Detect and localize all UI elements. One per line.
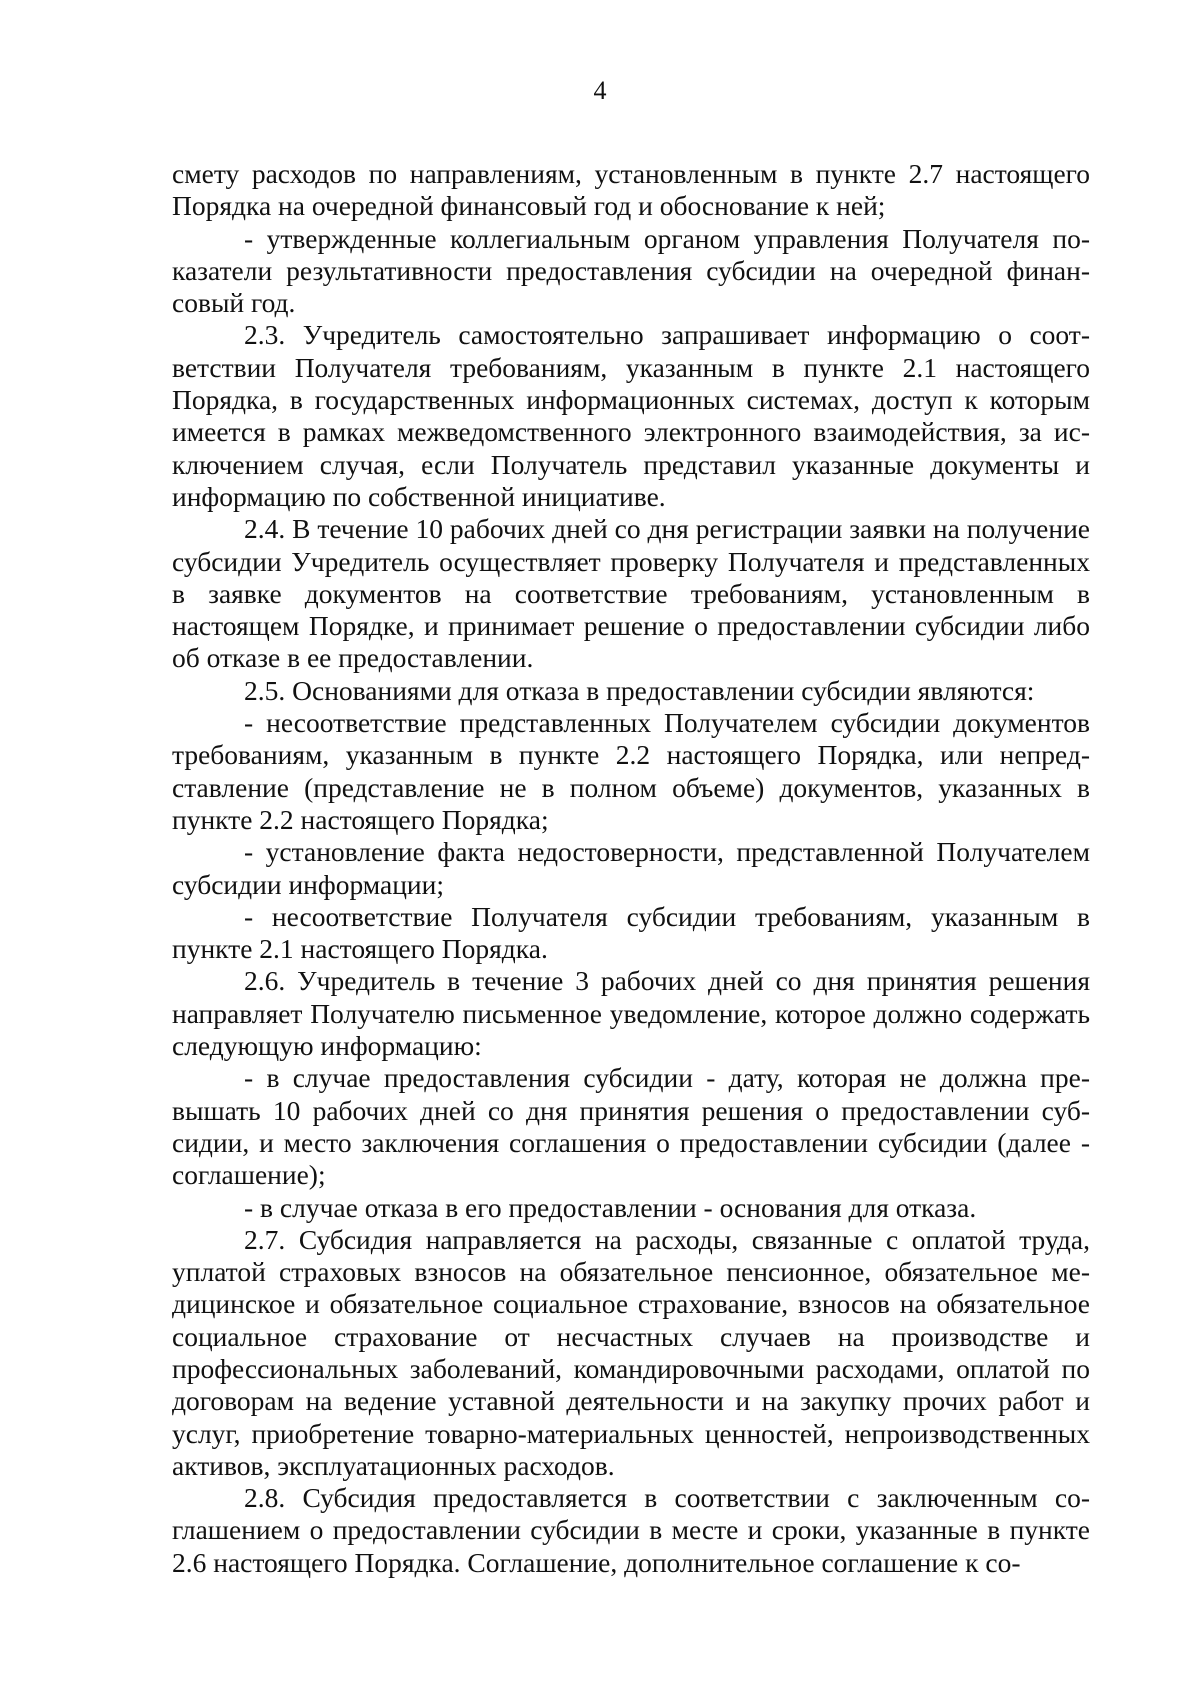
paragraph-list-item: - в случае отказа в его предоставлении - основания для отказа.: [244, 1191, 977, 1223]
paragraph-list-item: - несоответствие представленных Получателем субсидии документов требованиям, указанным в пункте 2.2 настоящего Порядка, или непредставление (представление не в полном объеме) документов, указанных в пункте 2.2 настоящего Порядка;: [172, 707, 1090, 835]
document-body: [172, 158, 1090, 1579]
paragraph-clause-2-6: 2.6. Учредитель в течение 3 рабочих дней со дня принятия решения направляет Получателю письменное уведомление, которое должно содержать следующую информацию:: [172, 965, 1090, 1062]
paragraph-list-item: - в случае предоставления субсидии - дату, которая не должна превышать 10 рабочих дней со дня принятия решения о предоставлении субсидии, и место заключения соглашения о предоставлении субсидии (далее - соглашение);: [172, 1062, 1090, 1191]
paragraph-list-item: - утвержденные коллегиальным органом управления Получателя показатели результативности предоставления субсидии на очередной финансовый год.: [172, 222, 1090, 319]
paragraph-clause-2-4: 2.4. В течение 10 рабочих дней со дня регистрации заявки на получение субсидии Учредитель осуществляет проверку Получателя и представленных в заявке документов на соответствие требованиям, установленным в настоящем Порядке, и принимает решение о предоставлении субсидии либо об отказе в ее предоставлении.: [172, 513, 1090, 674]
paragraph-clause-2-8: 2.8. Субсидия предоставляется в соответствии с заключенным соглашением о предоставлении субсидии в месте и сроки, указанные в пункте 2.6 настоящего Порядка. Соглашение, дополнительное соглашение к со-: [172, 1482, 1090, 1578]
paragraph-list-item: - несоответствие Получателя субсидии требованиям, указанным в пункте 2.1 настоящего Порядка.: [172, 900, 1090, 965]
paragraph-continuation: смету расходов по направлениям, установленным в пункте 2.7 настоящего Порядка на очередной финансовый год и обоснование к ней;: [172, 158, 1090, 222]
paragraph-clause-2-3: 2.3. Учредитель самостоятельно запрашивает информацию о соответствии Получателя требованиям, указанным в пункте 2.1 настоящего Порядка, в государственных информационных системах, доступ к которым имеется в рамках межведомственного электронного взаимодействия, за исключением случая, если Получатель представил указанные документы и информацию по собственной инициативе.: [172, 319, 1090, 512]
paragraph-list-item: - установление факта недостоверности, представленной Получателем субсидии информации;: [172, 836, 1090, 900]
paragraph-clause-2-5: 2.5. Основаниями для отказа в предоставлении субсидии являются:: [244, 674, 1035, 706]
page-number: 4: [593, 76, 607, 105]
paragraph-clause-2-7: 2.7. Субсидия направляется на расходы, связанные с оплатой труда, уплатой страховых взносов на обязательное пенсионное, обязательное медицинское и обязательное социальное страхование, взносов на обязательное социальное страхование от несчастных случаев на производстве и профессиональных заболеваний, командировочными расходами, оплатой по договорам на ведение уставной деятельности и на закупку прочих работ и услуг, приобретение товарно-материальных ценностей, непроизводственных активов, эксплуатационных расходов.: [172, 1223, 1090, 1481]
